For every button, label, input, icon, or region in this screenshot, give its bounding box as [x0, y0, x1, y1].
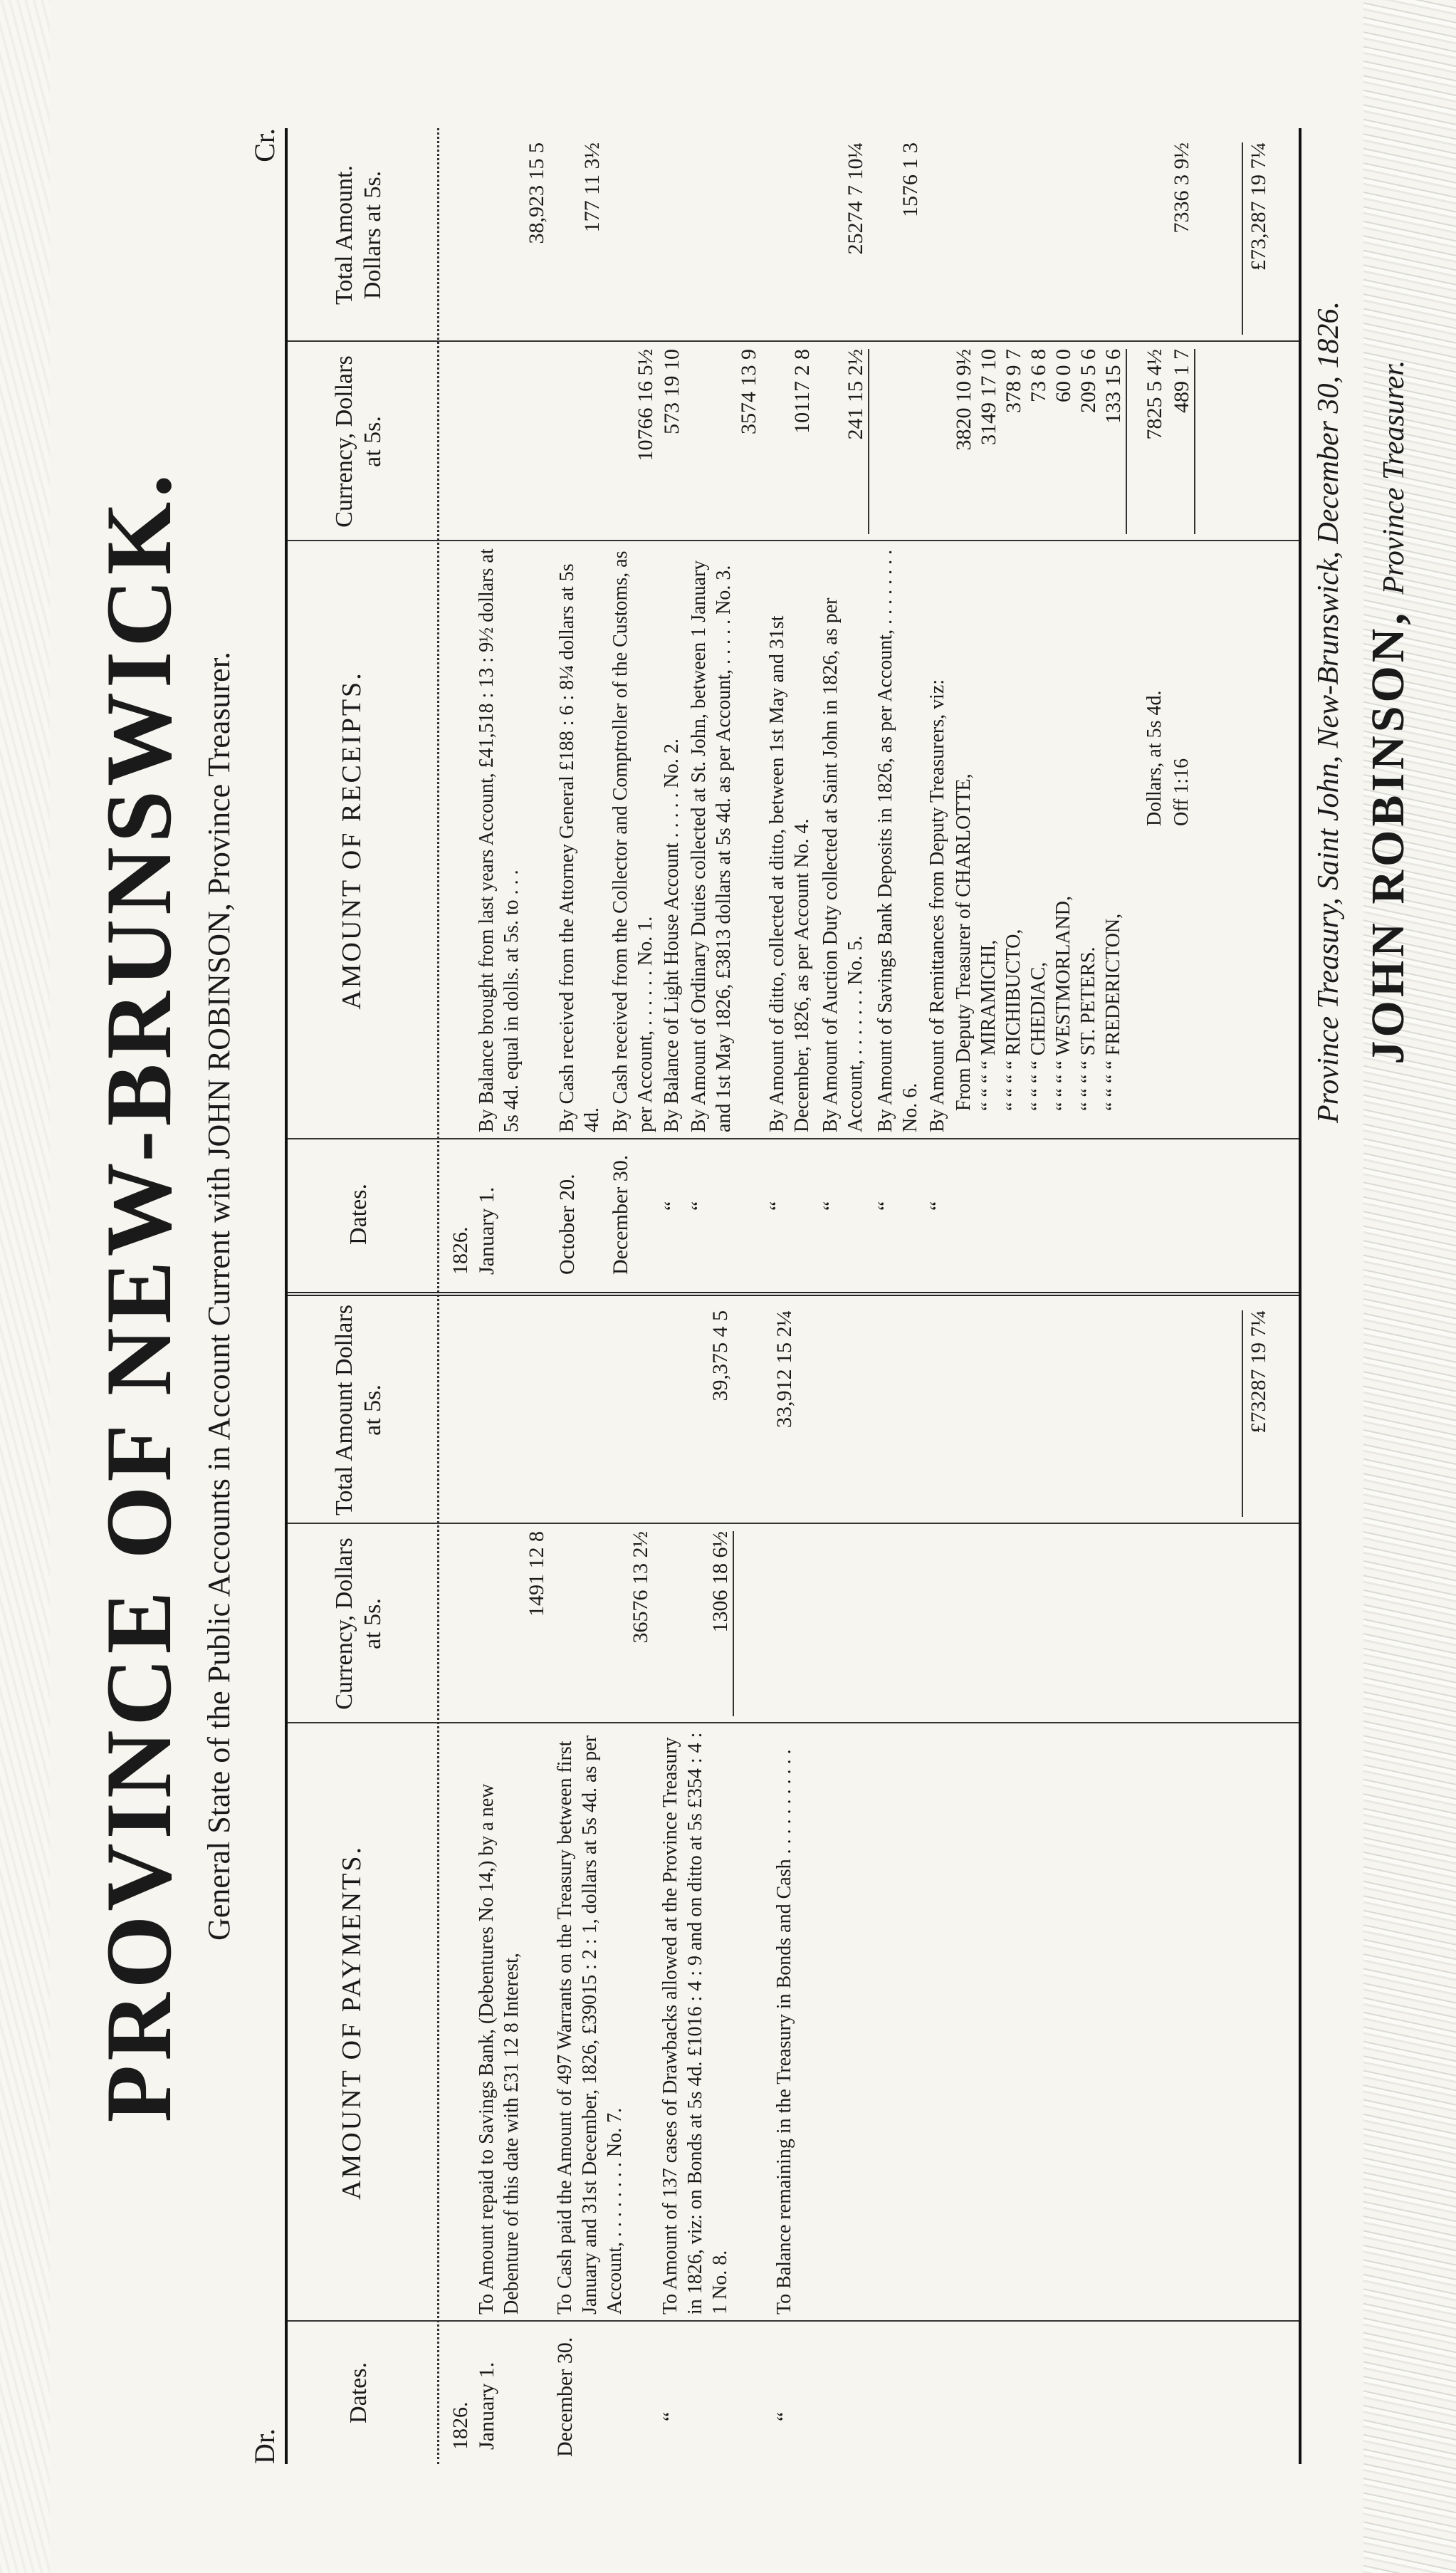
receipts-row-1-date: January 1.: [475, 1186, 498, 1275]
receipts-amount-header: AMOUNT OF RECEIPTS.: [337, 671, 367, 1010]
receipts-row-8-date: “: [874, 1201, 897, 1211]
center-divider: [288, 1292, 1299, 1296]
credit-marker: Cr.: [248, 128, 281, 162]
payments-grand-total: £73287 19 7¼: [1242, 1310, 1271, 1517]
receipts-row-5-date: “: [687, 1201, 711, 1211]
receipts-currency-col-rule: [288, 340, 1299, 342]
receipts-row-9-desc: By Amount of Remittances from Deputy Treasurers, viz:: [926, 679, 948, 1132]
remittance-westmorland: “ “ “ “ WESTMORLAND,: [1052, 896, 1074, 1111]
remittance-miramichi-amount: 3149 17 10: [977, 349, 1000, 445]
payments-row-4-total: 33,912 15 2¼: [772, 1310, 796, 1428]
remittance-subtotal-amount: 7825 5 4½: [1143, 349, 1166, 440]
receipts-row-1-total: 38,923 15 5: [525, 142, 548, 244]
payments-date-col-rule: [288, 2320, 1299, 2322]
payments-currency-header: Currency, Dollars at 5s.: [331, 1538, 386, 1710]
receipts-row-1-desc: By Balance brought from last years Account, £41,518 : 13 : 9½ dollars at 5s 4d. equal in dolls. at 5s. to . . .: [476, 548, 523, 1132]
receipts-row-4-currency: 573 19 10: [660, 349, 684, 434]
payments-row-2-currency: 36576 13 2½: [629, 1531, 652, 1644]
remittance-westmorland-amount: 60 0 0: [1052, 349, 1075, 402]
header-divider: [437, 128, 439, 2464]
payments-row-1-currency: 1491 12 8: [525, 1531, 548, 1617]
remittance-miramichi: “ “ “ “ MIRAMICHI,: [978, 939, 1000, 1111]
payments-currency-col-rule: [288, 1523, 1299, 1524]
receipts-row-6-desc: By Amount of ditto, collected at ditto, between 1st May and 31st December, 1826, as per Account No. 4.: [766, 615, 813, 1132]
remittance-subtotal-label: Dollars, at 5s 4d.: [1143, 690, 1166, 826]
dateline: Province Treasury, Saint John, New-Brunswick, December 30, 1826.: [1312, 301, 1345, 1124]
payments-row-1-desc: To Amount repaid to Savings Bank, (Debentures No 14,) by a new Debenture of this date with £31 12 8 Interest,: [476, 1783, 523, 2314]
payments-dates-header: Dates.: [345, 2362, 372, 2423]
receipts-row-7-desc: By Amount of Auction Duty collected at Saint John in 1826, as per Account, . . . . . . . No. 5.: [819, 597, 866, 1132]
account-sheet: [85, 114, 1424, 2478]
receipts-row-2-desc: By Cash received from the Attorney General £188 : 6 : 8¼ dollars at 5s 4d.: [556, 563, 603, 1132]
scan-edge-left: [0, 0, 50, 2573]
receipts-row-7-date: “: [819, 1201, 842, 1211]
remittance-fredericton: “ “ “ “ FREDERICTON,: [1102, 913, 1124, 1111]
remittance-off-label: Off 1:16: [1170, 758, 1193, 826]
signature-name: JOHN ROBINSON,: [1362, 610, 1414, 1065]
page-title: PROVINCE OF NEW-BRUNSWICK.: [86, 469, 191, 2123]
remittance-richibucto: “ “ “ “ RICHIBUCTO,: [1002, 929, 1025, 1111]
receipts-amount-col-rule: [288, 540, 1299, 541]
receipts-row-3-desc: By Cash received from the Collector and Comptroller of the Customs, as per Account, . . . . . . No. 1.: [609, 550, 656, 1132]
receipts-grand-total: £73,287 19 7¼: [1242, 142, 1271, 335]
signature-title: Province Treasurer.: [1378, 360, 1410, 595]
receipts-row-9-date: “: [926, 1201, 949, 1211]
ledger-table: [285, 128, 1302, 2464]
remittance-net-total: 7336 3 9½: [1170, 142, 1193, 234]
payments-amount-header: AMOUNT OF PAYMENTS.: [337, 1845, 367, 2200]
receipts-row-2-total: 177 11 3½: [580, 142, 604, 233]
receipts-row-7-currency: 241 15 2½: [843, 349, 869, 534]
receipts-row-3-currency: 10766 16 5½: [634, 349, 657, 461]
remittance-richibucto-amount: 378 9 7: [1002, 349, 1025, 413]
remittance-off-amount: 489 1 7: [1169, 349, 1195, 534]
payments-row-3-total: 39,375 4 5: [708, 1310, 732, 1402]
receipts-dates-header: Dates.: [345, 1184, 372, 1245]
payments-total-header: Total Amount Dollars at 5s.: [331, 1304, 386, 1516]
remittance-charlotte: From Deputy Treasurer of CHARLOTTE,: [953, 773, 975, 1111]
receipts-row-5-currency: 3574 13 9: [737, 349, 760, 434]
receipts-row-5-desc: By Amount of Ordinary Duties collected at St. John, between 1 January and 1st May 1826, £3813 dollars at 5s 4d. as per Account, . . . . . No. 3.: [688, 560, 735, 1132]
receipts-row-6-currency: 10117 2 8: [790, 349, 814, 434]
receipts-row-4-date: “: [660, 1201, 684, 1211]
payments-row-3-date: “: [659, 2411, 682, 2421]
payments-row-1-date: January 1.: [475, 2361, 498, 2450]
payments-amount-col-rule: [288, 1722, 1299, 1723]
receipts-row-2-date: October 20.: [555, 1174, 579, 1275]
payments-row-3-desc: To Amount of 137 cases of Drawbacks allowed at the Province Treasury in 1826, viz: on Bonds at 5s 4d. £1016 : 4 : 9 and on ditto at 5s £354 : 4 : 1 No. 8.: [659, 1732, 731, 2314]
payments-row-4-date: “: [772, 2411, 796, 2421]
receipts-row-6-date: “: [765, 1201, 789, 1211]
signature-block: [1360, 128, 1423, 1296]
receipts-row-7-total: 25274 7 10¼: [844, 142, 867, 255]
remittance-charlotte-amount: 3820 10 9½: [952, 349, 975, 451]
payments-year: 1826.: [449, 2401, 472, 2450]
receipts-row-8-total: 1576 1 3: [899, 142, 922, 217]
remittance-st-peters-amount: 209 5 6: [1077, 349, 1100, 413]
remittance-st-peters: “ “ “ “ ST. PETERS.: [1077, 946, 1099, 1111]
remittance-chediac: “ “ “ “ CHEDIAC,: [1027, 961, 1049, 1111]
payments-row-2-desc: To Cash paid the Amount of 497 Warrants on the Treasury between first January and 31st December, 1826, £39015 : 2 : 1, dollars at 5s 4d. as per Account, . . . . . . . . No. 7.: [554, 1735, 626, 2314]
debit-marker: Dr.: [248, 2428, 281, 2464]
receipts-year: 1826.: [449, 1226, 472, 1275]
receipts-row-4-desc: By Balance of Light House Account . . . . . No. 2.: [661, 739, 683, 1132]
remittance-fredericton-amount: 133 15 6: [1101, 349, 1127, 534]
receipts-total-header: Total Amount. Dollars at 5s.: [331, 165, 386, 305]
receipts-date-col-rule: [288, 1138, 1299, 1139]
payments-row-3-currency: 1306 18 6½: [708, 1531, 734, 1716]
receipts-row-8-desc: By Amount of Savings Bank Deposits in 1826, as per Account, . . . . . . . . No. 6.: [874, 549, 921, 1132]
receipts-currency-header: Currency, Dollars at 5s.: [331, 355, 386, 528]
page-subtitle: General State of the Public Accounts in Account Current with JOHN ROBINSON, Province Treasurer.: [201, 652, 236, 1941]
payments-row-2-date: December 30.: [553, 2337, 577, 2457]
receipts-row-3-date: December 30.: [609, 1154, 632, 1275]
payments-row-4-desc: To Balance remaining in the Treasury in Bonds and Cash . . . . . . . . . . .: [773, 1749, 795, 2314]
remittance-chediac-amount: 73 6 8: [1027, 349, 1050, 402]
